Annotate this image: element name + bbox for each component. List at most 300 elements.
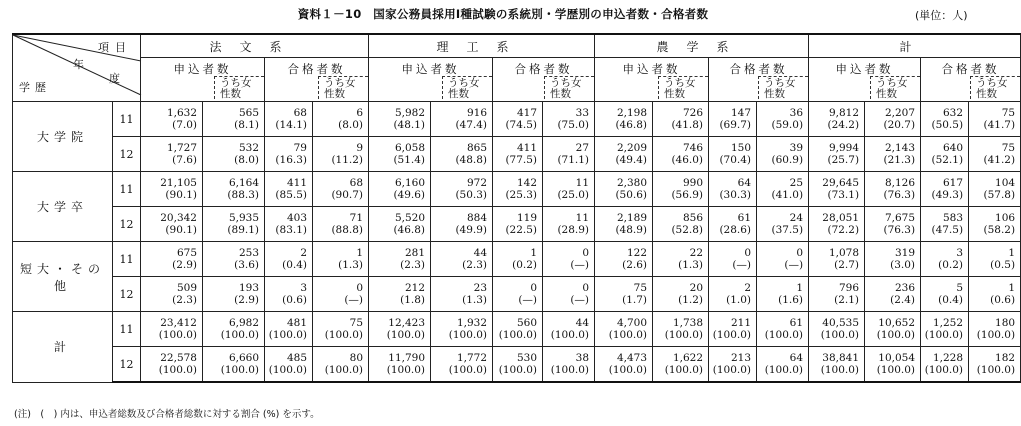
count-value: 2,209: [616, 142, 648, 154]
count-value: 1: [1008, 282, 1016, 294]
education-category: 大学院: [13, 102, 113, 172]
passers-header: [709, 58, 809, 102]
percentage-value: (48.8): [455, 154, 488, 166]
percentage-value: (100.0): [550, 364, 590, 376]
percentage-value: (0.6): [990, 294, 1016, 306]
sub-header-label: 申込者数: [835, 62, 894, 76]
count-value: 11,790: [388, 352, 426, 364]
data-cell: [203, 242, 265, 277]
data-cell: [595, 172, 653, 207]
count-value: 530: [516, 352, 538, 364]
count-value: 213: [730, 352, 752, 364]
percentage-value: (100.0): [764, 364, 804, 376]
data-cell: [369, 277, 431, 312]
percentage-value: (2.1): [834, 294, 860, 306]
count-value: 27: [575, 142, 590, 154]
count-value: 916: [466, 107, 488, 119]
count-value: 3: [300, 282, 307, 294]
data-cell: [265, 347, 313, 383]
fiscal-year: 11: [113, 242, 141, 277]
count-value: 122: [626, 247, 648, 259]
count-value: 6,058: [394, 142, 426, 154]
data-cell: [543, 102, 595, 137]
percentage-value: (28.6): [719, 224, 752, 236]
percentage-value: (100.0): [712, 364, 752, 376]
percentage-value: (47.5): [931, 224, 964, 236]
data-cell: [313, 102, 369, 137]
data-cell: [653, 172, 709, 207]
count-value: 211: [730, 317, 752, 329]
percentage-value: (100.0): [498, 329, 538, 341]
percentage-value: (49.9): [455, 224, 488, 236]
percentage-value: (1.8): [400, 294, 426, 306]
data-cell: [493, 312, 543, 347]
data-cell: [865, 312, 921, 347]
percentage-value: (72.2): [827, 224, 860, 236]
data-cell: [757, 347, 809, 383]
percentage-value: (88.3): [227, 189, 259, 201]
data-cell: [921, 137, 969, 172]
data-cell: [921, 172, 969, 207]
data-cell: [709, 277, 757, 312]
percentage-value: (52.8): [671, 224, 704, 236]
data-cell: [757, 137, 809, 172]
percentage-value: (7.6): [172, 154, 197, 166]
data-cell: [809, 312, 865, 347]
count-value: 11: [575, 212, 590, 224]
count-value: 75: [1001, 107, 1016, 119]
percentage-value: (76.3): [883, 224, 916, 236]
table-row: [13, 207, 1021, 242]
data-cell: [595, 242, 653, 277]
education-category: 計: [13, 312, 113, 383]
percentage-value: (100.0): [220, 364, 259, 376]
data-cell: [865, 242, 921, 277]
percentage-value: (—): [518, 294, 538, 306]
sub-header-row: [13, 58, 1021, 102]
data-cell: [369, 347, 431, 383]
data-cell: [265, 242, 313, 277]
sub-header-label: 申込者数: [173, 62, 232, 76]
data-cell: [709, 172, 757, 207]
women-count-label: うち女性数: [442, 76, 492, 99]
data-cell: [265, 277, 313, 312]
percentage-value: (11.2): [331, 154, 364, 166]
count-value: 2,143: [884, 142, 916, 154]
group-header: 理工系: [369, 34, 595, 58]
table-row: [13, 137, 1021, 172]
data-cell: [313, 277, 369, 312]
count-value: 21,105: [160, 177, 197, 189]
count-value: 3: [956, 247, 964, 259]
sub-header-label: 合格者数: [941, 62, 1000, 76]
count-value: 64: [737, 177, 752, 189]
percentage-value: (1.0): [726, 294, 752, 306]
count-value: 182: [995, 352, 1016, 364]
percentage-value: (88.8): [331, 224, 364, 236]
data-cell: [369, 207, 431, 242]
percentage-value: (49.3): [931, 189, 964, 201]
data-cell: [203, 312, 265, 347]
percentage-value: (100.0): [498, 364, 538, 376]
data-cell: [493, 137, 543, 172]
count-value: 9,812: [828, 107, 860, 119]
count-value: 0: [356, 282, 364, 294]
sub-header-label: 申込者数: [401, 62, 460, 76]
count-value: 29,645: [822, 177, 860, 189]
data-cell: [543, 312, 595, 347]
percentage-value: (75.0): [557, 119, 590, 131]
percentage-value: (76.3): [883, 189, 916, 201]
count-value: 22: [689, 247, 704, 259]
percentage-value: (1.3): [462, 294, 488, 306]
count-value: 2,198: [616, 107, 648, 119]
count-value: 68: [349, 177, 364, 189]
count-value: 8,126: [884, 177, 916, 189]
count-value: 5,982: [394, 107, 426, 119]
percentage-value: (—): [570, 294, 590, 306]
sub-header-label: 合格者数: [729, 62, 788, 76]
data-cell: [653, 347, 709, 383]
data-cell: [543, 137, 595, 172]
count-value: 5,520: [394, 212, 426, 224]
data-cell: [265, 312, 313, 347]
percentage-value: (25.7): [827, 154, 860, 166]
data-cell: [369, 312, 431, 347]
percentage-value: (3.6): [234, 259, 259, 271]
table-row: [13, 172, 1021, 207]
count-value: 746: [682, 142, 704, 154]
count-value: 150: [730, 142, 752, 154]
percentage-value: (7.0): [172, 119, 197, 131]
corner-item-label: 項目: [98, 41, 132, 54]
count-value: 33: [575, 107, 590, 119]
data-cell: [203, 347, 265, 383]
data-cell: [969, 312, 1021, 347]
count-value: 509: [176, 282, 197, 294]
percentage-value: (3.0): [890, 259, 916, 271]
data-cell: [921, 207, 969, 242]
count-value: 1,727: [166, 142, 197, 154]
count-value: 71: [349, 212, 364, 224]
count-value: 61: [737, 212, 752, 224]
data-cell: [709, 347, 757, 383]
count-value: 4,700: [616, 317, 648, 329]
percentage-value: (0.5): [990, 259, 1016, 271]
percentage-value: (100.0): [386, 364, 426, 376]
count-value: 2: [300, 247, 307, 259]
data-cell: [757, 312, 809, 347]
percentage-value: (100.0): [158, 364, 197, 376]
fiscal-year: 12: [113, 347, 141, 383]
data-cell: [969, 137, 1021, 172]
sub-header-label: 合格者数: [514, 62, 573, 76]
percentage-value: (69.7): [719, 119, 752, 131]
passers-header: [921, 58, 1021, 102]
count-value: 319: [895, 247, 916, 259]
count-value: 1,078: [828, 247, 860, 259]
data-cell: [809, 242, 865, 277]
data-cell: [757, 207, 809, 242]
percentage-value: (100.0): [324, 329, 364, 341]
percentage-value: (25.3): [505, 189, 538, 201]
table-row: [13, 102, 1021, 137]
percentage-value: (50.6): [615, 189, 648, 201]
fiscal-year: 11: [113, 312, 141, 347]
percentage-value: (24.2): [827, 119, 860, 131]
sub-header-label: 申込者数: [622, 62, 681, 76]
table-row: [13, 242, 1021, 277]
passers-header: [493, 58, 595, 102]
data-cell: [369, 242, 431, 277]
count-value: 0: [582, 247, 590, 259]
data-cell: [203, 172, 265, 207]
data-cell: [865, 172, 921, 207]
percentage-value: (71.1): [557, 154, 590, 166]
count-value: 147: [730, 107, 752, 119]
count-value: 44: [575, 317, 590, 329]
count-value: 481: [286, 317, 307, 329]
count-value: 6,660: [228, 352, 259, 364]
count-value: 20: [689, 282, 704, 294]
data-cell: [431, 207, 493, 242]
data-cell: [313, 137, 369, 172]
percentage-value: (1.3): [678, 259, 704, 271]
data-cell: [595, 312, 653, 347]
percentage-value: (90.1): [165, 189, 197, 201]
count-value: 0: [796, 247, 804, 259]
table-row: [13, 312, 1021, 347]
percentage-value: (52.1): [931, 154, 964, 166]
data-cell: [709, 242, 757, 277]
percentage-value: (20.7): [883, 119, 916, 131]
count-value: 79: [293, 142, 307, 154]
percentage-value: (—): [732, 259, 752, 271]
data-cell: [921, 347, 969, 383]
data-cell: [653, 242, 709, 277]
percentage-value: (100.0): [712, 329, 752, 341]
data-cell: [595, 347, 653, 383]
education-category: 短大・その他: [13, 242, 113, 312]
percentage-value: (41.8): [671, 119, 704, 131]
percentage-value: (100.0): [924, 364, 964, 376]
count-value: 106: [995, 212, 1016, 224]
data-cell: [969, 207, 1021, 242]
count-value: 1,622: [672, 352, 704, 364]
footnote: (注) ( ) 内は、申込者総数及び合格者総数に対する割合 (%) を示す。: [14, 409, 320, 420]
women-count-label: うち女性数: [870, 76, 920, 99]
percentage-value: (0.6): [282, 294, 307, 306]
data-cell: [543, 242, 595, 277]
women-count-label: うち女性数: [214, 76, 264, 99]
data-cell: [595, 102, 653, 137]
count-value: 12,423: [388, 317, 426, 329]
percentage-value: (46.0): [671, 154, 704, 166]
percentage-value: (0.4): [282, 259, 307, 271]
percentage-value: (22.5): [505, 224, 538, 236]
count-value: 36: [789, 107, 804, 119]
data-cell: [543, 277, 595, 312]
percentage-value: (41.0): [771, 189, 804, 201]
women-count-label: うち女性数: [658, 76, 708, 99]
count-value: 104: [995, 177, 1016, 189]
data-cell: [969, 242, 1021, 277]
count-value: 9,994: [828, 142, 860, 154]
percentage-value: (74.5): [505, 119, 538, 131]
count-value: 1,228: [932, 352, 964, 364]
data-cell: [865, 277, 921, 312]
data-cell: [653, 312, 709, 347]
count-value: 281: [404, 247, 426, 259]
count-value: 38,841: [822, 352, 860, 364]
table-row: [13, 347, 1021, 383]
women-count-label: うち女性数: [758, 76, 808, 99]
data-cell: [809, 347, 865, 383]
data-cell: [757, 277, 809, 312]
data-cell: [431, 172, 493, 207]
percentage-value: (2.4): [890, 294, 916, 306]
data-cell: [265, 172, 313, 207]
count-value: 1: [796, 282, 804, 294]
data-cell: [265, 102, 313, 137]
data-cell: [921, 242, 969, 277]
data-cell: [809, 172, 865, 207]
data-cell: [865, 137, 921, 172]
percentage-value: (58.2): [983, 224, 1016, 236]
percentage-value: (47.4): [455, 119, 488, 131]
count-value: 236: [895, 282, 916, 294]
count-value: 6,164: [228, 177, 259, 189]
passers-header: [265, 58, 369, 102]
count-value: 40,535: [822, 317, 860, 329]
count-value: 38: [575, 352, 590, 364]
data-cell: [709, 312, 757, 347]
percentage-value: (77.5): [505, 154, 538, 166]
data-cell: [543, 172, 595, 207]
data-cell: [493, 242, 543, 277]
fiscal-year: 12: [113, 137, 141, 172]
percentage-value: (—): [570, 259, 590, 271]
unit-label: (単位：人): [915, 9, 968, 22]
percentage-value: (100.0): [268, 329, 307, 341]
data-cell: [141, 277, 203, 312]
data-cell: [709, 207, 757, 242]
percentage-value: (57.8): [983, 189, 1016, 201]
count-value: 142: [516, 177, 538, 189]
count-value: 1: [1008, 247, 1016, 259]
data-cell: [493, 277, 543, 312]
percentage-value: (100.0): [324, 364, 364, 376]
percentage-value: (37.5): [771, 224, 804, 236]
percentage-value: (100.0): [448, 364, 488, 376]
percentage-value: (8.0): [338, 119, 364, 131]
count-value: 2,380: [616, 177, 648, 189]
count-value: 10,054: [878, 352, 916, 364]
count-value: 7,675: [884, 212, 916, 224]
percentage-value: (2.3): [462, 259, 488, 271]
percentage-value: (56.9): [671, 189, 704, 201]
percentage-value: (1.7): [622, 294, 648, 306]
percentage-value: (100.0): [976, 364, 1016, 376]
table-body: [13, 102, 1021, 383]
data-cell: [203, 137, 265, 172]
percentage-value: (100.0): [924, 329, 964, 341]
count-value: 9: [356, 142, 364, 154]
count-value: 560: [516, 317, 538, 329]
data-cell: [141, 137, 203, 172]
percentage-value: (30.3): [719, 189, 752, 201]
data-cell: [203, 277, 265, 312]
data-cell: [431, 277, 493, 312]
percentage-value: (90.1): [165, 224, 197, 236]
data-cell: [313, 312, 369, 347]
count-value: 972: [466, 177, 488, 189]
percentage-value: (48.9): [615, 224, 648, 236]
count-value: 180: [995, 317, 1016, 329]
percentage-value: (100.0): [220, 329, 259, 341]
corner-education-label: 学歴: [19, 81, 51, 94]
count-value: 75: [1001, 142, 1016, 154]
data-cell: [865, 102, 921, 137]
header-corner: [13, 34, 141, 102]
count-value: 4,473: [616, 352, 648, 364]
data-cell: [543, 207, 595, 242]
percentage-value: (0.2): [938, 259, 964, 271]
data-cell: [595, 277, 653, 312]
count-value: 990: [682, 177, 704, 189]
percentage-value: (2.7): [834, 259, 860, 271]
count-value: 28,051: [822, 212, 860, 224]
percentage-value: (100.0): [764, 329, 804, 341]
count-value: 0: [582, 282, 590, 294]
data-cell: [203, 102, 265, 137]
data-cell: [809, 277, 865, 312]
percentage-value: (—): [344, 294, 364, 306]
group-header: 農学系: [595, 34, 809, 58]
data-cell: [595, 137, 653, 172]
percentage-value: (0.2): [512, 259, 538, 271]
data-cell: [141, 242, 203, 277]
percentage-value: (73.1): [827, 189, 860, 201]
data-cell: [969, 102, 1021, 137]
percentage-value: (100.0): [268, 364, 307, 376]
count-value: 6,160: [394, 177, 426, 189]
count-value: 23: [473, 282, 488, 294]
women-count-label: うち女性数: [970, 76, 1020, 99]
count-value: 1,632: [166, 107, 197, 119]
data-cell: [313, 172, 369, 207]
table-row: [13, 277, 1021, 312]
count-value: 1: [356, 247, 364, 259]
data-cell: [369, 137, 431, 172]
fiscal-year: 11: [113, 102, 141, 137]
count-value: 411: [286, 177, 307, 189]
count-value: 796: [839, 282, 860, 294]
group-header: 計: [809, 34, 1021, 58]
count-value: 61: [789, 317, 804, 329]
percentage-value: (49.6): [393, 189, 426, 201]
percentage-value: (28.9): [557, 224, 590, 236]
percentage-value: (1.6): [778, 294, 804, 306]
data-cell: [969, 172, 1021, 207]
percentage-value: (—): [784, 259, 804, 271]
percentage-value: (100.0): [820, 364, 860, 376]
data-cell: [969, 277, 1021, 312]
count-value: 1: [530, 247, 538, 259]
data-cell: [265, 207, 313, 242]
percentage-value: (100.0): [550, 329, 590, 341]
percentage-value: (46.8): [393, 224, 426, 236]
